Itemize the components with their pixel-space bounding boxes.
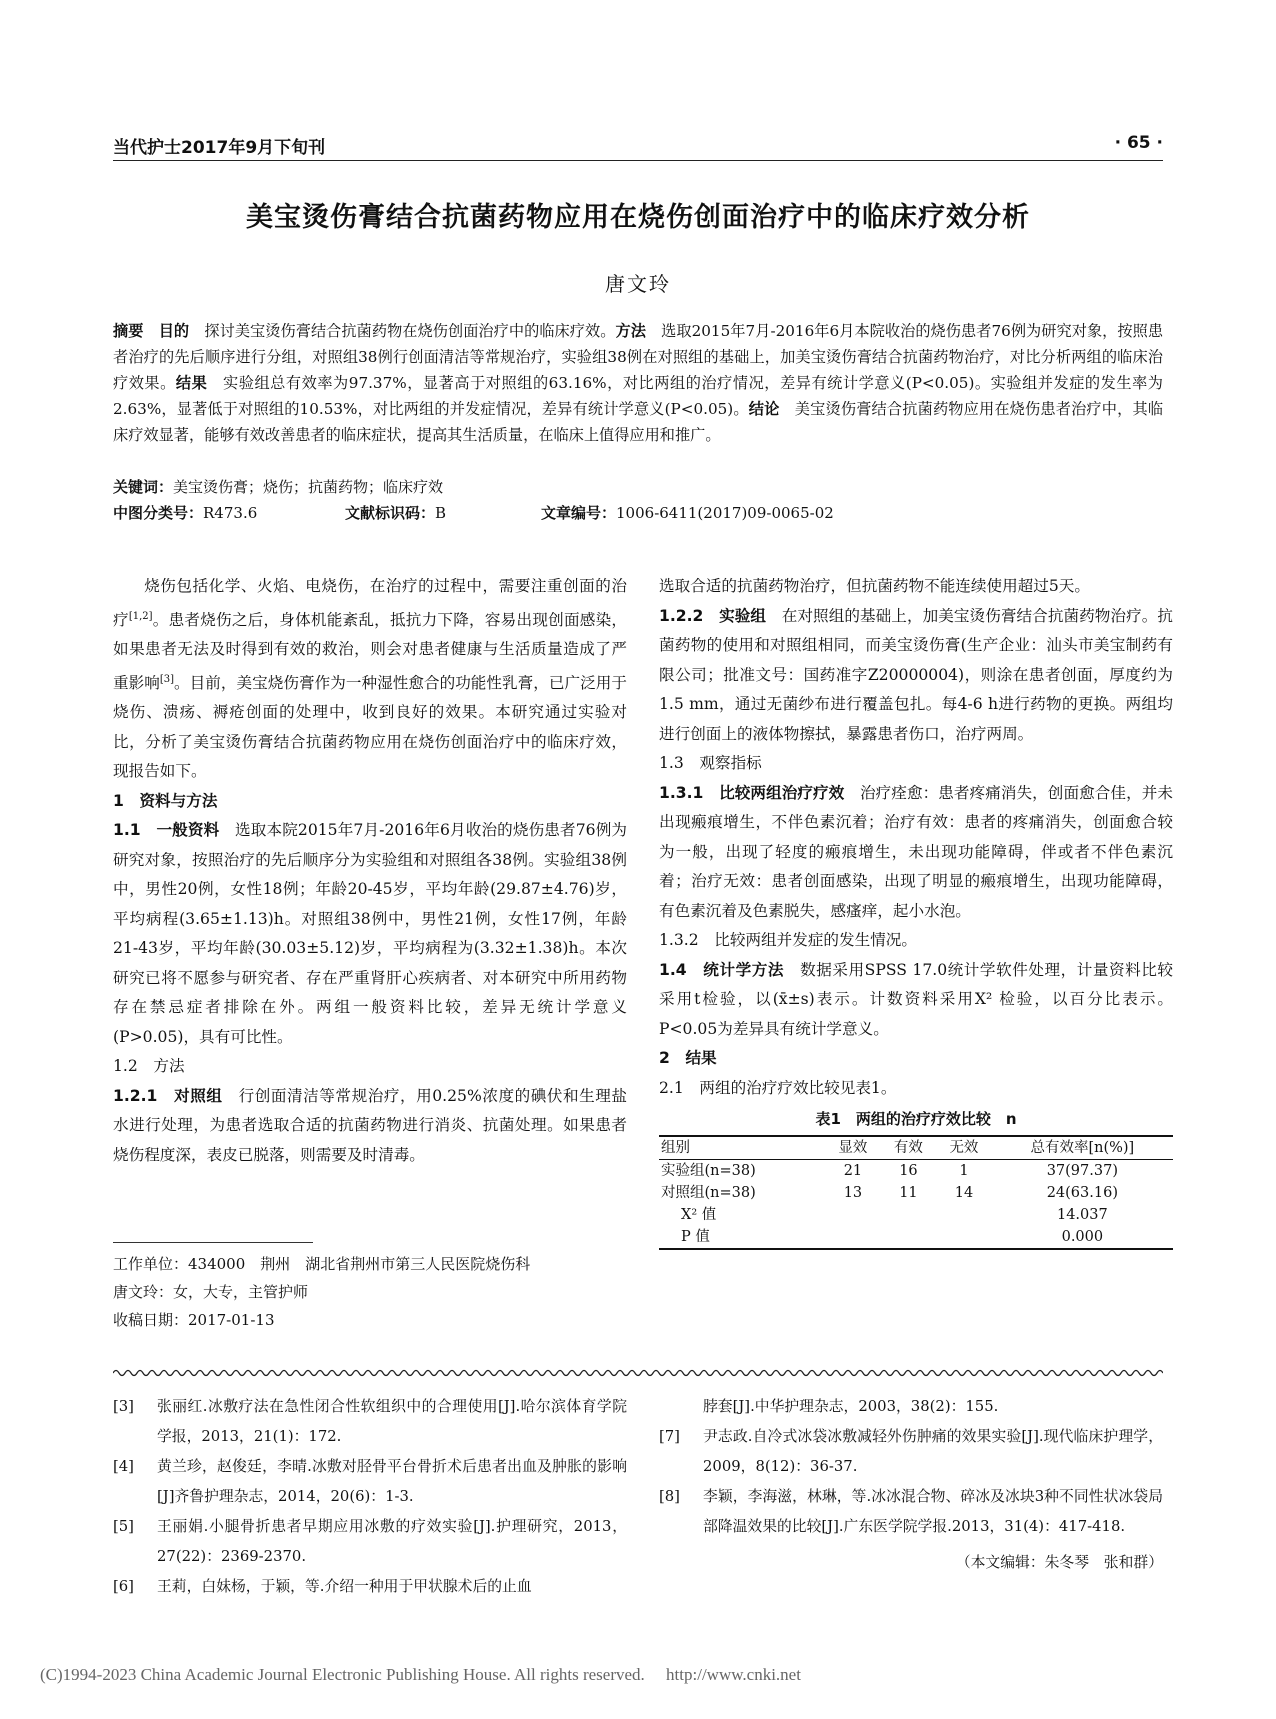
paragraph-continued: 选取合适的抗菌药物治疗，但抗菌药物不能连续使用超过5天。 — [659, 577, 1090, 595]
table-header-cell: 组别 — [659, 1136, 825, 1160]
received-date: 收稿日期：2017-01-13 — [113, 1311, 275, 1329]
table-header-cell: 总有效率[n(%)] — [992, 1136, 1173, 1160]
intro-text-1: 烧伤包括化学、火焰、电烧伤，在治疗的过程中，需要注重创面的治疗 — [113, 577, 627, 629]
table-header-cell: 显效 — [825, 1136, 881, 1160]
section-heading: 2 结果 — [659, 1049, 717, 1067]
references-right — [659, 1392, 1163, 1578]
editor-note: （本文编辑：朱冬琴 张和群） — [955, 1554, 1163, 1571]
doc-code-label: 文献标识码： — [345, 504, 436, 522]
body-column-left — [113, 572, 627, 1170]
reference-number: [3] — [113, 1398, 134, 1415]
paragraph-1-4 — [659, 956, 1173, 1045]
reference-item — [659, 1482, 1163, 1542]
table-cell — [825, 1204, 881, 1226]
subsection-heading: 1.4 统计学方法 — [659, 960, 784, 979]
doc-code-value: B — [435, 504, 447, 522]
running-header — [113, 133, 1163, 157]
reference-number: [7] — [659, 1428, 680, 1445]
table-header-cell: 有效 — [881, 1136, 937, 1160]
table-row — [659, 1159, 1173, 1182]
table-cell: 21 — [843, 1162, 863, 1179]
reference-number: [5] — [113, 1518, 134, 1535]
reference-item — [113, 1452, 627, 1512]
table-cell — [936, 1226, 992, 1249]
keywords — [113, 474, 1163, 500]
subsection-heading: 1.1 一般资料 — [113, 821, 220, 840]
journal-name: 当代护士2017年9月下旬刊 — [113, 138, 326, 158]
table-header-row — [659, 1136, 1173, 1160]
table-cell: X² 值 — [681, 1206, 717, 1223]
table-cell: 37(97.37) — [1046, 1162, 1118, 1179]
reference-number: [8] — [659, 1488, 680, 1505]
keywords-label: 关键词： — [113, 478, 174, 496]
article-author: 唐文玲 — [605, 272, 671, 296]
table-cell: 14.037 — [1056, 1206, 1108, 1223]
section-heading: 1 资料与方法 — [113, 791, 218, 810]
abstract-label: 摘要 — [113, 322, 144, 340]
reference-text: 王丽娟.小腿骨折患者早期应用冰敷的疗效实验[J].护理研究，2013，27(22)：2369-2370. — [157, 1518, 627, 1565]
intro-text-2: 。患者烧伤之后，身体机能紊乱，抵抗力下降，容易出现创面感染，如果患者无法及时得到有效的救治，则会对患者健康与生活质量造成了严重影响 — [113, 610, 627, 692]
reference-item — [113, 1392, 627, 1452]
paragraph-1-2-1 — [113, 1082, 627, 1171]
citation[interactable]: [1,2] — [128, 610, 153, 622]
table-cell: 对照组(n=38) — [661, 1184, 756, 1201]
paragraph-2-1: 2.1 两组的治疗疗效比较见表1。 — [659, 1078, 897, 1097]
methods-text: 选取2015年7月-2016年6月本院收治的烧伤患者76例为研究对象，按照患者治疗的先后顺序进行分组，对照组38例行创面清洁等常规治疗，实验组38例在对照组的基础上，加美宝烫伤膏结合抗菌药物治疗，对比分析两组的临床治疗效果。 — [113, 322, 1164, 392]
classification-line — [113, 500, 1163, 526]
reference-number: [4] — [113, 1458, 134, 1475]
paragraph-text: 选取本院2015年7月-2016年6月收治的烧伤患者76例为研究对象，按照治疗的先后顺序分为实验组和对照组各38例。实验组38例中，男性20例，女性18例；年龄20-45岁，平均年龄(29.87±4.76)岁，平均病程(3.65±1.13)h。对照组38例中，男性21例，女性17例，年龄21-43岁，平均年龄(30.03±5.12)岁，平均病程为(3.32±1.38)h。本次研究已将不愿参与研究者、存在严重肾肝心疾病者、对本研究中所用药物存在禁忌症者排除在外。两组一般资料比较，差异无统计学意义(P>0.05)，具有可比性。 — [113, 821, 627, 1046]
table-row — [659, 1226, 1173, 1249]
table-cell — [881, 1204, 937, 1226]
subsection-heading: 1.3 观察指标 — [659, 754, 762, 772]
table-cell: 13 — [843, 1184, 863, 1201]
reference-text: 脖套[J].中华护理杂志，2003，38(2)：155. — [703, 1398, 999, 1415]
article-no-label: 文章编号： — [541, 504, 617, 522]
table-cell: 0.000 — [992, 1226, 1173, 1249]
header-rule — [113, 160, 1163, 161]
results-text: 实验组总有效率为97.37%，显著高于对照组的63.16%，对比两组的治疗情况，差异有统计学意义(P<0.05)。实验组并发症的发生率为2.63%，显著低于对照组的10.53%，对比两组的并发症情况，差异有统计学意义(P<0.05)。 — [113, 374, 1163, 418]
clc-label: 中图分类号： — [113, 504, 204, 522]
citation[interactable]: [3] — [159, 673, 175, 685]
clc-value: R473.6 — [203, 504, 258, 522]
table-row — [659, 1182, 1173, 1204]
intro-paragraph — [113, 572, 627, 787]
footnote — [113, 1250, 627, 1334]
reference-text: 李颖，李海滋，林琳，等.冰冰混合物、碎冰及冰块3种不同性状冰袋局部降温效果的比较[J].广东医学院学报.2013，31(4)：417-418. — [703, 1488, 1163, 1535]
article-title: 美宝烫伤膏结合抗菌药物应用在烧伤创面治疗中的临床疗效分析 — [246, 202, 1030, 233]
reference-text: 王莉，白妹杨，于颖，等.介绍一种用于甲状腺术后的止血 — [157, 1578, 532, 1595]
table-cell: P 值 — [659, 1226, 825, 1249]
table-cell: 16 — [899, 1162, 918, 1179]
conclusion-text: 美宝烫伤膏结合抗菌药物应用在烧伤患者治疗中，其临床疗效显著，能够有效改善患者的临床症状，提高其生活质量，在临床上值得应用和推广。 — [113, 400, 1164, 444]
table-cell: 实验组(n=38) — [661, 1162, 756, 1179]
abstract — [113, 318, 1163, 448]
intro-text-3: 。目前，美宝烧伤膏作为一种湿性愈合的功能性乳膏，已广泛用于烧伤、溃疡、褥疮创面的处理中，收到良好的效果。本研究通过实验对比，分析了美宝烫伤膏结合抗菌药物应用在烧伤创面治疗中的临床疗效，现报告如下。 — [113, 673, 627, 781]
table-cell: 11 — [899, 1184, 918, 1201]
subsection-heading: 1.2.2 实验组 — [659, 606, 767, 625]
paragraph-1-3-2: 1.3.2 比较两组并发症的发生情况。 — [659, 931, 917, 949]
article-no-value: 1006-6411(2017)09-0065-02 — [616, 504, 834, 522]
paragraph-text: 在对照组的基础上，加美宝烫伤膏结合抗菌药物治疗。抗菌药物的使用和对照组相同，而美宝烫伤膏(生产企业：汕头市美宝制药有限公司；批准文号：国药准字Z20000004)，则涂在患者创面，厚度约为1.5 mm，通过无菌纱布进行覆盖包扎。每4-6 h进行药物的更换。两组均进行创面上的液体物擦拭，暴露患者伤口，治疗两周。 — [659, 606, 1173, 743]
results-table — [659, 1135, 1173, 1250]
wavy-separator — [113, 1368, 1163, 1378]
footnote-rule — [113, 1242, 313, 1243]
body-column-right — [659, 572, 1173, 1250]
table-row — [659, 1204, 1173, 1226]
reference-item — [113, 1512, 627, 1572]
table-cell: 14 — [954, 1184, 974, 1201]
reference-number: [6] — [113, 1578, 134, 1595]
paragraph-1-2-2 — [659, 602, 1173, 750]
table-cell — [825, 1226, 881, 1249]
paragraph-text: 数据采用SPSS 17.0统计学软件处理，计量资料比较采用t检验，以(x̄±s)表示。计数资料采用X² 检验，以百分比表示。P<0.05为差异具有统计学意义。 — [659, 960, 1173, 1038]
subsection-heading: 1.2 方法 — [113, 1057, 185, 1076]
page-number: · 65 · — [1114, 133, 1163, 153]
table-header-cell: 无效 — [936, 1136, 992, 1160]
reference-text: 尹志政.自冷式冰袋冰敷减轻外伤肿痛的效果实验[J].现代临床护理学，2009，8(12)：36-37. — [703, 1428, 1163, 1475]
objective-text: 探讨美宝烫伤膏结合抗菌药物在烧伤创面治疗中的临床疗效。 — [204, 322, 616, 340]
subsection-heading: 1.2.1 对照组 — [113, 1086, 223, 1105]
keywords-value: 美宝烫伤膏；烧伤；抗菌药物；临床疗效 — [173, 478, 444, 496]
reference-text: 张丽红.冰敷疗法在急性闭合性软组织中的合理使用[J].哈尔滨体育学院学报，2013，21(1)：172. — [157, 1398, 627, 1445]
results-label: 结果 — [175, 374, 208, 392]
methods-label: 方法 — [615, 322, 646, 340]
references-left — [113, 1392, 627, 1602]
paragraph-text: 行创面清洁等常规治疗，用0.25%浓度的碘伏和生理盐水进行处理，为患者选取合适的抗菌药物进行消炎、抗菌处理。如果患者烧伤程度深，表皮已脱落，则需要及时清毒。 — [113, 1086, 627, 1164]
reference-item — [659, 1392, 1163, 1422]
subsection-heading: 1.3.1 比较两组治疗疗效 — [659, 783, 845, 802]
table-cell: 1 — [959, 1162, 969, 1179]
table-cell: 24(63.16) — [1046, 1184, 1118, 1201]
paragraph-1-1 — [113, 816, 627, 1052]
reference-item — [659, 1422, 1163, 1482]
reference-text: 黄兰珍，赵俊廷，李晴.冰敷对胫骨平台骨折术后患者出血及肿胀的影响[J]齐鲁护理杂志，2014，20(6)：1-3. — [157, 1458, 627, 1505]
table-caption: 表1 两组的治疗疗效比较 n — [815, 1110, 1017, 1128]
objective-label: 目的 — [158, 322, 190, 340]
table-cell — [936, 1204, 992, 1226]
copyright-footer: (C)1994-2023 China Academic Journal Electronic Publishing House. All rights reserved. http://www.cnki.net — [40, 1665, 801, 1684]
author-info: 唐文玲：女，大专，主管护师 — [113, 1283, 309, 1301]
reference-number — [659, 1392, 703, 1422]
work-unit: 工作单位：434000 荆州 湖北省荆州市第三人民医院烧伤科 — [113, 1255, 531, 1273]
conclusion-label: 结论 — [748, 400, 780, 418]
paragraph-1-3-1 — [659, 779, 1173, 927]
table-cell — [881, 1226, 937, 1249]
paragraph-text: 治疗痊愈：患者疼痛消失，创面愈合佳，并未出现瘢痕增生，不伴色素沉着；治疗有效：患者的疼痛消失，创面愈合较为一般，出现了轻度的瘢痕增生，未出现功能障碍，伴或者不伴色素沉着；治疗无效：患者创面感染，出现了明显的瘢痕增生，出现功能障碍，有色素沉着及色素脱失，感瘙痒，起小水泡。 — [659, 783, 1173, 920]
reference-item — [113, 1572, 627, 1602]
